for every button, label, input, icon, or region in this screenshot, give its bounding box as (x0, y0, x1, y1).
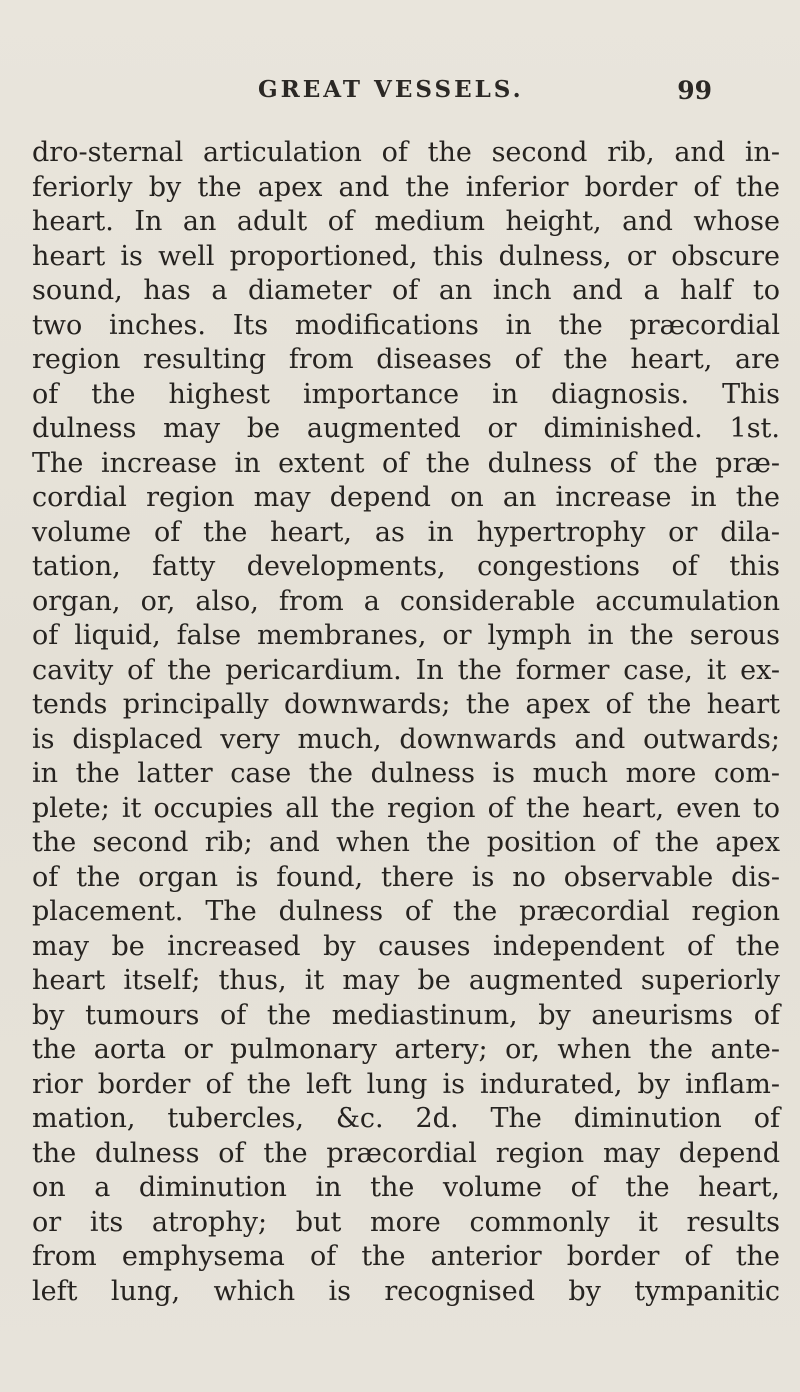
text-line: the dulness of the præcordial region may depend (32, 1137, 780, 1169)
text-line: left lung, which is recognised by tympanitic (32, 1275, 780, 1307)
text-line: the second rib; and when the position of the apex (32, 827, 780, 858)
text-line: region resulting from diseases of the heart, are (32, 344, 780, 375)
text-line: heart itself; thus, it may be augmented superiorly (32, 965, 780, 996)
text-line: of the organ is found, there is no observable dis- (32, 861, 780, 893)
text-line: by tumours of the mediastinum, by aneurisms of (32, 999, 780, 1031)
text-line: volume of the heart, as in hypertrophy or dila- (32, 516, 780, 548)
text-line: sound, has a diameter of an inch and a half to (32, 275, 780, 306)
text-line: from emphysema of the anterior border of the (32, 1241, 780, 1272)
text-line: tends principally downwards; the apex of the heart (32, 689, 780, 720)
text-line: or its atrophy; but more commonly it results (32, 1206, 780, 1238)
text-line: tation, fatty developments, congestions of this (32, 551, 780, 582)
text-line: organ, or, also, from a considerable accumulation (32, 585, 780, 617)
running-head: GREAT VESSELS. (258, 76, 524, 103)
text-line: placement. The dulness of the præcordial region (32, 896, 780, 927)
text-line: on a diminution in the volume of the heart, (32, 1172, 780, 1203)
text-line: may be increased by causes independent of the (32, 930, 780, 962)
text-line: feriorly by the apex and the inferior border of the (32, 171, 780, 203)
text-line: dro-sternal articulation of the second rib, and in- (32, 137, 780, 168)
body-text (32, 136, 780, 1309)
page-number: 99 (677, 76, 712, 105)
text-line: is displaced very much, downwards and outwards; (32, 723, 780, 755)
text-line: mation, tubercles, &c. 2d. The diminution of (32, 1103, 780, 1134)
text-line: in the latter case the dulness is much more com- (32, 758, 780, 789)
text-line: dulness may be augmented or diminished. 1st. (32, 413, 780, 444)
text-line: cordial region may depend on an increase in the (32, 482, 780, 513)
text-line: rior border of the left lung is indurated, by inflam- (32, 1068, 780, 1100)
text-line: of liquid, false membranes, or lymph in the serous (32, 620, 780, 651)
text-line: cavity of the pericardium. In the former case, it ex- (32, 654, 780, 686)
text-line: of the highest importance in diagnosis. This (32, 378, 780, 410)
page-header (0, 76, 800, 110)
text-line: heart is well proportioned, this dulness, or obscure (32, 240, 780, 272)
text-line: two inches. Its modifications in the præcordial (32, 309, 780, 341)
text-line: The increase in extent of the dulness of the præ- (32, 447, 780, 479)
text-line: the aorta or pulmonary artery; or, when the ante- (32, 1034, 780, 1065)
text-line: plete; it occupies all the region of the heart, even to (32, 792, 780, 824)
text-line: heart. In an adult of medium height, and whose (32, 206, 780, 237)
